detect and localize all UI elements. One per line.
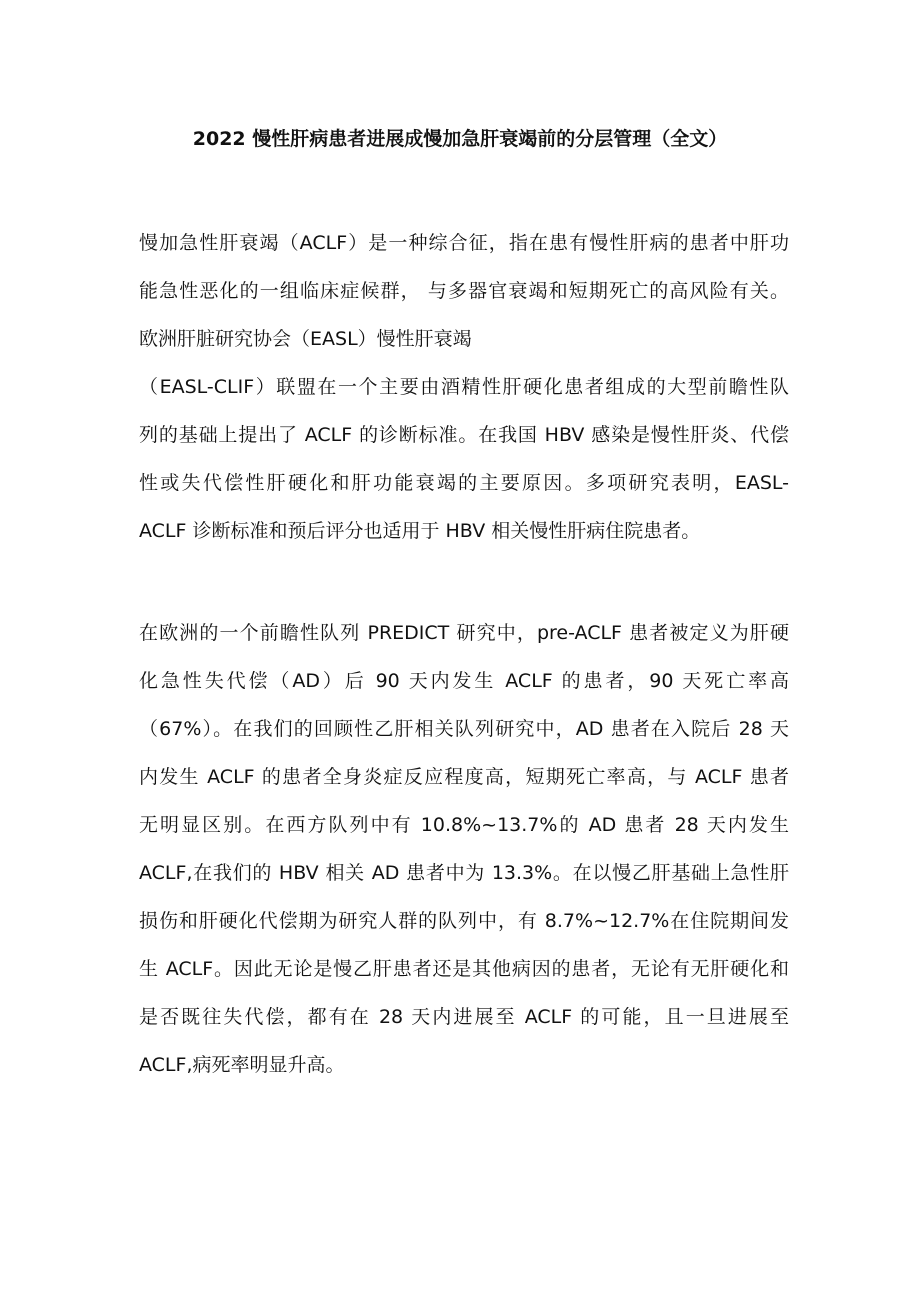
- text-line: 是否既往失代偿，都有在 28 天内进展至 ACLF 的可能，且一旦进展至: [139, 1006, 789, 1028]
- text-line: 欧洲肝脏研究协会（EASL）慢性肝衰竭: [139, 328, 472, 350]
- text-line: 无明显区别。在西方队列中有 10.8%~13.7%的 AD 患者 28 天内发生: [139, 814, 789, 836]
- text-line: 能急性恶化的一组临床症候群， 与多器官衰竭和短期死亡的高风险有关。: [139, 280, 789, 302]
- text-line: 生 ACLF。因此无论是慢乙肝患者还是其他病因的患者，无论有无肝硬化和: [139, 958, 789, 980]
- text-line: 性或失代偿性肝硬化和肝功能衰竭的主要原因。多项研究表明，EASL-: [139, 472, 789, 494]
- text-line: ACLF,在我们的 HBV 相关 AD 患者中为 13.3%。在以慢乙肝基础上急性肝: [139, 862, 789, 884]
- text-line: （67%）。在我们的回顾性乙肝相关队列研究中，AD 患者在入院后 28 天: [139, 718, 789, 740]
- text-line: 慢加急性肝衰竭（ACLF）是一种综合征，指在患有慢性肝病的患者中肝功: [139, 232, 789, 254]
- text-line: 列的基础上提出了 ACLF 的诊断标准。在我国 HBV 感染是慢性肝炎、代偿: [139, 424, 789, 446]
- text-line: 损伤和肝硬化代偿期为研究人群的队列中，有 8.7%~12.7%在住院期间发: [139, 910, 789, 932]
- document-title: 2022 慢性肝病患者进展成慢加急肝衰竭前的分层管理（全文）: [192, 128, 728, 150]
- text-line: 内发生 ACLF 的患者全身炎症反应程度高，短期死亡率高，与 ACLF 患者: [139, 766, 789, 788]
- text-line: 在欧洲的一个前瞻性队列 PREDICT 研究中，pre-ACLF 患者被定义为肝硬: [139, 622, 789, 644]
- text-line: ACLF 诊断标准和预后评分也适用于 HBV 相关慢性肝病住院患者。: [139, 520, 701, 542]
- text-line: 化急性失代偿（AD）后 90 天内发生 ACLF 的患者，90 天死亡率高: [139, 670, 789, 692]
- text-line: （EASL-CLIF）联盟在一个主要由酒精性肝硬化患者组成的大型前瞻性队: [139, 376, 789, 398]
- text-line: ACLF,病死率明显升高。: [139, 1054, 345, 1076]
